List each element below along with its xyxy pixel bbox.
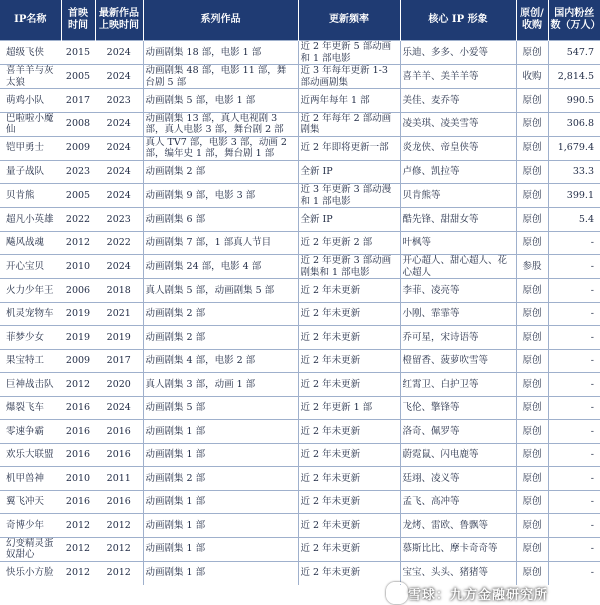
cell-ip-name: 超级飞侠: [0, 41, 61, 65]
table-row: [0, 420, 600, 444]
cell-latest-release: 2024: [95, 112, 143, 136]
cell-ip-name: 机灵宠物车: [0, 302, 61, 326]
cell-series-works: 动画剧集 1 部: [143, 537, 298, 561]
cell-original-acquired: 原创: [516, 279, 548, 303]
cell-ip-name: 量子战队: [0, 160, 61, 184]
cell-first-release: 2010: [61, 255, 95, 279]
watermark-logo: [386, 582, 408, 604]
cell-latest-release: 2012: [95, 561, 143, 585]
cell-core-ip: 孟飞、高冲等: [400, 490, 516, 514]
cell-core-ip: 卢修、凯拉等: [400, 160, 516, 184]
cell-ip-name: 果宝特工: [0, 349, 61, 373]
cell-series-works: 动画剧集 1 部: [143, 561, 298, 585]
cell-first-release: 2017: [61, 89, 95, 113]
table-row: [0, 302, 600, 326]
cell-fans: -: [548, 326, 600, 350]
cell-fans: -: [548, 302, 600, 326]
cell-ip-name: 零速争霸: [0, 420, 61, 444]
cell-latest-release: 2019: [95, 326, 143, 350]
cell-first-release: 2015: [61, 41, 95, 65]
cell-latest-release: 2023: [95, 208, 143, 232]
cell-update-frequency: 全新 IP: [298, 160, 400, 184]
cell-original-acquired: 原创: [516, 136, 548, 160]
cell-ip-name: 快乐小方脸: [0, 561, 61, 585]
cell-original-acquired: 原创: [516, 443, 548, 467]
cell-update-frequency: 近 3 年每年更新 1-3 部动画剧集: [298, 65, 400, 89]
cell-ip-name: 幻变精灵蛋奴甜心: [0, 537, 61, 561]
watermark-text: 雪球：九方金融研究所: [408, 588, 549, 603]
cell-core-ip: 洛奇、佩罗等: [400, 420, 516, 444]
cell-series-works: 动画剧集 5 部，电影 1 部: [143, 89, 298, 113]
cell-latest-release: 2024: [95, 65, 143, 89]
cell-latest-release: 2022: [95, 231, 143, 255]
cell-series-works: 动画剧集 1 部: [143, 490, 298, 514]
cell-core-ip: 美佳、麦乔等: [400, 89, 516, 113]
cell-core-ip: 小刚、霏霏等: [400, 302, 516, 326]
cell-fans: 306.8: [548, 112, 600, 136]
cell-latest-release: 2024: [95, 160, 143, 184]
cell-first-release: 2019: [61, 302, 95, 326]
cell-ip-name: 巨神战击队: [0, 373, 61, 397]
table-row: [0, 255, 600, 279]
cell-core-ip: 橙留香、菠萝吹雪等: [400, 349, 516, 373]
header-update-frequency: 更新频率: [298, 0, 400, 41]
table-row: [0, 514, 600, 538]
cell-core-ip: 喜羊羊、美羊羊等: [400, 65, 516, 89]
cell-original-acquired: 原创: [516, 208, 548, 232]
cell-original-acquired: 收购: [516, 65, 548, 89]
table-row: [0, 184, 600, 208]
table-row: [0, 41, 600, 65]
cell-first-release: 2005: [61, 65, 95, 89]
cell-update-frequency: 近 2 年未更新: [298, 326, 400, 350]
cell-fans: 990.5: [548, 89, 600, 113]
table-row: [0, 467, 600, 491]
table-row: [0, 326, 600, 350]
cell-series-works: 动画剧集 18 部，电影 1 部: [143, 41, 298, 65]
cell-ip-name: 奇博少年: [0, 514, 61, 538]
cell-update-frequency: 近 2 年未更新: [298, 514, 400, 538]
header-original-acquired: 原创/收购: [516, 0, 548, 41]
cell-ip-name: 开心宝贝: [0, 255, 61, 279]
cell-ip-name: 巴啦啦小魔仙: [0, 112, 61, 136]
cell-first-release: 2012: [61, 373, 95, 397]
cell-first-release: 2009: [61, 349, 95, 373]
header-fans: 国内粉丝数（万人）: [548, 0, 600, 41]
cell-ip-name: 翼飞冲天: [0, 490, 61, 514]
cell-ip-name: 超凡小英雄: [0, 208, 61, 232]
cell-first-release: 2012: [61, 537, 95, 561]
cell-update-frequency: 近 2 年未更新: [298, 490, 400, 514]
cell-fans: 2,814.5: [548, 65, 600, 89]
cell-series-works: 动画剧集 7 部，1 部真人节目: [143, 231, 298, 255]
cell-fans: -: [548, 255, 600, 279]
header-series-works: 系列作品: [143, 0, 298, 41]
cell-fans: -: [548, 561, 600, 585]
cell-ip-name: 贝肯熊: [0, 184, 61, 208]
cell-update-frequency: 近 2 年更新 3 部动画剧集和 1 部电影: [298, 255, 400, 279]
cell-latest-release: 2017: [95, 349, 143, 373]
cell-fans: -: [548, 349, 600, 373]
cell-update-frequency: 近 2 年未更新: [298, 467, 400, 491]
cell-update-frequency: 近 2 年未更新: [298, 561, 400, 585]
cell-original-acquired: 原创: [516, 184, 548, 208]
cell-fans: -: [548, 373, 600, 397]
cell-original-acquired: 原创: [516, 537, 548, 561]
header-core-ip: 核心 IP 形象: [400, 0, 516, 41]
cell-fans: -: [548, 490, 600, 514]
cell-core-ip: 酷先锋、甜甜女等: [400, 208, 516, 232]
cell-fans: -: [548, 537, 600, 561]
table-row: [0, 160, 600, 184]
cell-series-works: 动画剧集 13 部，真人电视剧 3 部，真人电影 3 部，舞台剧 2 部: [143, 112, 298, 136]
cell-first-release: 2012: [61, 514, 95, 538]
cell-original-acquired: 原创: [516, 89, 548, 113]
table-row: [0, 373, 600, 397]
table-row: [0, 279, 600, 303]
cell-update-frequency: 近 2 年未更新: [298, 349, 400, 373]
cell-fans: -: [548, 443, 600, 467]
table-row: [0, 443, 600, 467]
cell-fans: 5.4: [548, 208, 600, 232]
cell-update-frequency: 近 2 年未更新: [298, 373, 400, 397]
cell-original-acquired: 原创: [516, 302, 548, 326]
cell-series-works: 动画剧集 2 部: [143, 160, 298, 184]
cell-core-ip: 飞伦、擎锋等: [400, 396, 516, 420]
cell-latest-release: 2023: [95, 89, 143, 113]
cell-original-acquired: 原创: [516, 160, 548, 184]
cell-first-release: 2010: [61, 467, 95, 491]
cell-latest-release: 2024: [95, 255, 143, 279]
cell-original-acquired: 参股: [516, 255, 548, 279]
cell-series-works: 动画剧集 1 部: [143, 443, 298, 467]
cell-ip-name: 火力少年王: [0, 279, 61, 303]
cell-latest-release: 2016: [95, 490, 143, 514]
cell-series-works: 真人剧集 5 部，动画剧集 5 部: [143, 279, 298, 303]
cell-series-works: 动画剧集 24 部，电影 4 部: [143, 255, 298, 279]
cell-core-ip: 廷翊、凌义等: [400, 467, 516, 491]
table-row: [0, 396, 600, 420]
cell-update-frequency: 近 2 年更新 1 部: [298, 396, 400, 420]
cell-core-ip: 龙烤、雷欧、鲁飘等: [400, 514, 516, 538]
cell-original-acquired: 原创: [516, 396, 548, 420]
cell-core-ip: 李菲、凌亮等: [400, 279, 516, 303]
cell-first-release: 2008: [61, 112, 95, 136]
cell-original-acquired: 原创: [516, 112, 548, 136]
cell-fans: 33.3: [548, 160, 600, 184]
cell-fans: -: [548, 467, 600, 491]
cell-latest-release: 2024: [95, 41, 143, 65]
table-row: [0, 65, 600, 89]
cell-update-frequency: 近 2 年更新 5 部动画和 1 部电影: [298, 41, 400, 65]
cell-ip-name: 飚风战魂: [0, 231, 61, 255]
cell-ip-name: 欢乐大联盟: [0, 443, 61, 467]
cell-first-release: 2012: [61, 231, 95, 255]
cell-core-ip: 开心超人、甜心超人、花心超人: [400, 255, 516, 279]
cell-ip-name: 铠甲勇士: [0, 136, 61, 160]
cell-update-frequency: 近 2 年更新 2 部: [298, 231, 400, 255]
cell-series-works: 动画剧集 4 部，电影 2 部: [143, 349, 298, 373]
cell-ip-name: 机甲兽神: [0, 467, 61, 491]
cell-ip-name: 菲梦少女: [0, 326, 61, 350]
cell-update-frequency: 近 2 年未更新: [298, 443, 400, 467]
cell-update-frequency: 近 2 年未更新: [298, 302, 400, 326]
cell-core-ip: 乔可星，宋诗语等: [400, 326, 516, 350]
cell-first-release: 2022: [61, 208, 95, 232]
cell-latest-release: 2021: [95, 302, 143, 326]
cell-series-works: 真人 TV7 部，电影 3 部，动画 2 部，编年史 1 部，舞台剧 1 部: [143, 136, 298, 160]
cell-core-ip: 宝宝、头头、猪猪等: [400, 561, 516, 585]
cell-update-frequency: 近 2 年即将更新一部: [298, 136, 400, 160]
cell-original-acquired: 原创: [516, 326, 548, 350]
cell-first-release: 2016: [61, 443, 95, 467]
table-row: [0, 490, 600, 514]
cell-fans: -: [548, 279, 600, 303]
table-row: [0, 231, 600, 255]
cell-original-acquired: 原创: [516, 231, 548, 255]
cell-series-works: 动画剧集 2 部: [143, 326, 298, 350]
cell-update-frequency: 全新 IP: [298, 208, 400, 232]
cell-core-ip: 乐迪、多多、小爱等: [400, 41, 516, 65]
cell-first-release: 2016: [61, 490, 95, 514]
cell-first-release: 2019: [61, 326, 95, 350]
cell-first-release: 2005: [61, 184, 95, 208]
cell-latest-release: 2016: [95, 443, 143, 467]
header-latest-release: 最新作品上映时间: [95, 0, 143, 41]
cell-series-works: 真人剧集 3 部，动画 1 部: [143, 373, 298, 397]
cell-fans: -: [548, 231, 600, 255]
table-row: [0, 349, 600, 373]
cell-update-frequency: 近两年每年 1 部: [298, 89, 400, 113]
table-row: [0, 208, 600, 232]
cell-update-frequency: 近 2 年每年 2 部动画剧集: [298, 112, 400, 136]
cell-original-acquired: 原创: [516, 561, 548, 585]
cell-series-works: 动画剧集 1 部: [143, 514, 298, 538]
cell-ip-name: 爆裂飞车: [0, 396, 61, 420]
cell-fans: -: [548, 420, 600, 444]
cell-fans: 1,679.4: [548, 136, 600, 160]
cell-latest-release: 2012: [95, 514, 143, 538]
cell-latest-release: 2024: [95, 136, 143, 160]
cell-fans: -: [548, 396, 600, 420]
cell-original-acquired: 原创: [516, 373, 548, 397]
cell-series-works: 动画剧集 1 部: [143, 420, 298, 444]
cell-latest-release: 2018: [95, 279, 143, 303]
cell-core-ip: 炎龙侠、帝皇侠等: [400, 136, 516, 160]
cell-original-acquired: 原创: [516, 420, 548, 444]
cell-core-ip: 叶枫等: [400, 231, 516, 255]
cell-fans: 547.7: [548, 41, 600, 65]
cell-update-frequency: 近 2 年未更新: [298, 537, 400, 561]
cell-update-frequency: 近 3 年更新 3 部动漫和 1 部电影: [298, 184, 400, 208]
cell-core-ip: 凌美琪、凌美雪等: [400, 112, 516, 136]
cell-series-works: 动画剧集 48 部，电影 11 部，舞台剧 5 部: [143, 65, 298, 89]
cell-first-release: 2006: [61, 279, 95, 303]
cell-latest-release: 2012: [95, 537, 143, 561]
header-first-release: 首映时间: [61, 0, 95, 41]
cell-ip-name: 萌鸡小队: [0, 89, 61, 113]
cell-series-works: 动画剧集 2 部: [143, 467, 298, 491]
cell-series-works: 动画剧集 6 部: [143, 208, 298, 232]
cell-latest-release: 2016: [95, 420, 143, 444]
cell-fans: 399.1: [548, 184, 600, 208]
cell-original-acquired: 原创: [516, 467, 548, 491]
cell-series-works: 动画剧集 9 部，电影 3 部: [143, 184, 298, 208]
cell-first-release: 2023: [61, 160, 95, 184]
table-header-row: [0, 0, 600, 41]
cell-core-ip: 慕斯比比、摩卡奇奇等: [400, 537, 516, 561]
cell-original-acquired: 原创: [516, 41, 548, 65]
cell-core-ip: 蔚霓鼠、闪电鹿等: [400, 443, 516, 467]
table-row: [0, 136, 600, 160]
cell-latest-release: 2020: [95, 373, 143, 397]
cell-first-release: 2016: [61, 420, 95, 444]
cell-update-frequency: 近 2 年未更新: [298, 279, 400, 303]
cell-first-release: 2012: [61, 561, 95, 585]
cell-core-ip: 贝肯熊等: [400, 184, 516, 208]
cell-original-acquired: 原创: [516, 514, 548, 538]
cell-core-ip: 红霄卫、白护卫等: [400, 373, 516, 397]
cell-first-release: 2016: [61, 396, 95, 420]
header-ip-name: IP名称: [0, 0, 61, 41]
cell-first-release: 2009: [61, 136, 95, 160]
cell-original-acquired: 原创: [516, 490, 548, 514]
cell-latest-release: 2024: [95, 184, 143, 208]
cell-ip-name: 喜羊羊与灰太狼: [0, 65, 61, 89]
cell-update-frequency: 近 2 年未更新: [298, 420, 400, 444]
table-row: [0, 537, 600, 561]
cell-series-works: 动画剧集 2 部: [143, 302, 298, 326]
cell-original-acquired: 原创: [516, 349, 548, 373]
cell-latest-release: 2011: [95, 467, 143, 491]
cell-latest-release: 2024: [95, 396, 143, 420]
cell-series-works: 动画剧集 5 部: [143, 396, 298, 420]
table-row: [0, 112, 600, 136]
table-row: [0, 89, 600, 113]
cell-fans: -: [548, 514, 600, 538]
table-row: [0, 561, 600, 585]
